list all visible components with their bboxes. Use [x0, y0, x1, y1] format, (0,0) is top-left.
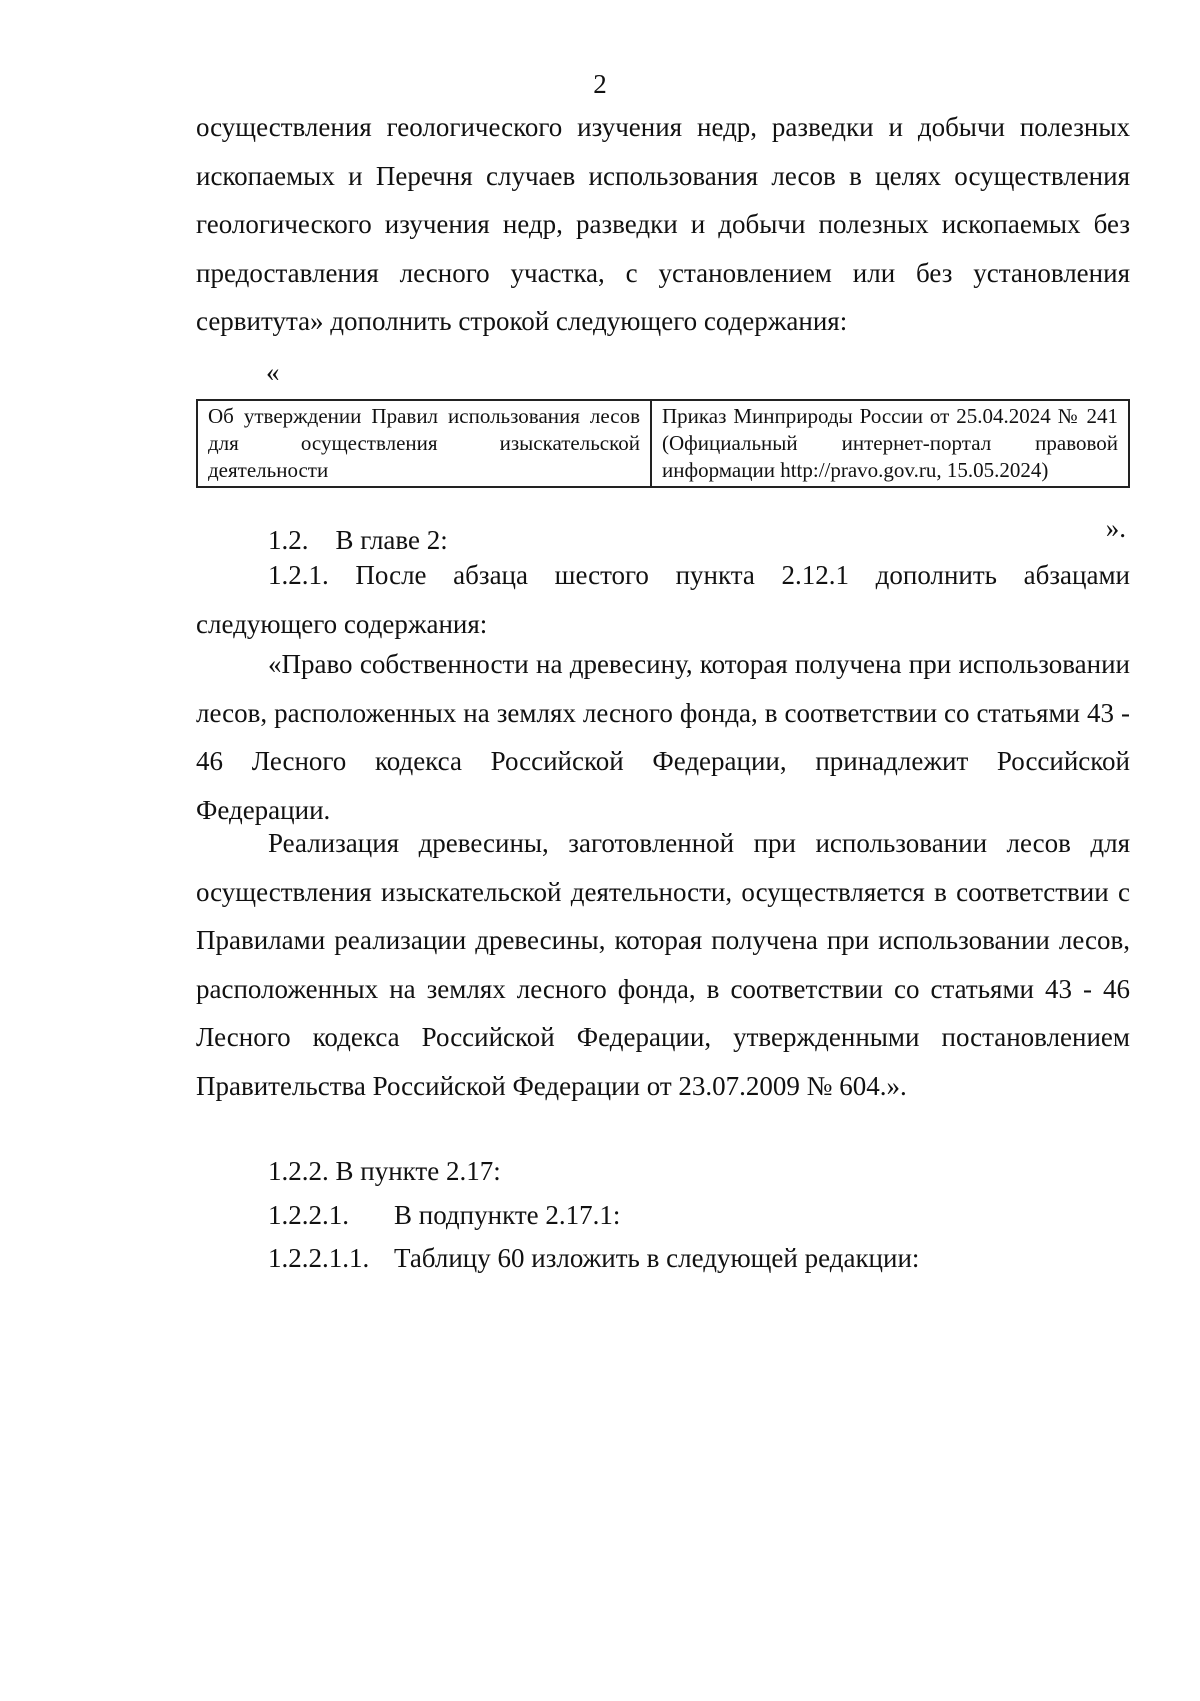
item-1-2-2-heading: 1.2.2. В пункте 2.17: — [268, 1156, 501, 1186]
item-1-2-2-1-number: 1.2.2.1. — [268, 1200, 349, 1230]
item-1-2-1-paragraph: 1.2.1. После абзаца шестого пункта 2.12.1 дополнить абзацами следующего содержания: — [196, 560, 1130, 639]
item-1-2-2-1-text: В подпункте 2.17.1: — [394, 1200, 621, 1230]
page-number: 2 — [593, 69, 607, 99]
quoted-paragraph-ownership: «Право собственности на древесину, которая получена при использовании лесов, расположенных на землях лесного фонда, в соответствии со статьями 43 - 46 Лесного кодекса Российской Федерации, принадлежит Российской Федерации. — [196, 649, 1130, 825]
table-cell-source: Приказ Минприроды России от 25.04.2024 № 241 (Официальный интернет-портал правовой информации http://pravo.gov.ru, 15.05.2024) — [651, 400, 1129, 487]
item-1-2-heading: 1.2. В главе 2: — [268, 525, 448, 555]
item-1-2-2-1-1-text: Таблицу 60 изложить в следующей редакции: — [394, 1243, 920, 1273]
quoted-paragraph-sale: Реализация древесины, заготовленной при использовании лесов для осуществления изыскательской деятельности, осуществляется в соответствии с Правилами реализации древесины, которая получена при использовании лесов, расположенных на землях лесного фонда, в соответствии со статьями 43 - 46 Лесного кодекса Российской Федерации, утвержденными постановлением Правительства Российской Федерации от 23.07.2009 № 604.». — [196, 828, 1130, 1101]
item-1-2-2-1-1-number: 1.2.2.1.1. — [268, 1243, 370, 1273]
table-row — [197, 400, 1129, 487]
opening-quote-mark: « — [266, 357, 280, 387]
closing-quote-mark: ». — [1105, 513, 1126, 543]
amendment-table — [196, 399, 1130, 488]
table-cell-title: Об утверждении Правил использования лесов для осуществления изыскательской деятельности — [197, 400, 651, 487]
intro-paragraph: осуществления геологического изучения недр, разведки и добычи полезных ископаемых и Перечня случаев использования лесов в целях осуществления геологического изучения недр, разведки и добычи полезных ископаемых без предоставления лесного участка, с установлением или без установления сервитута» дополнить строкой следующего содержания: — [196, 112, 1130, 336]
